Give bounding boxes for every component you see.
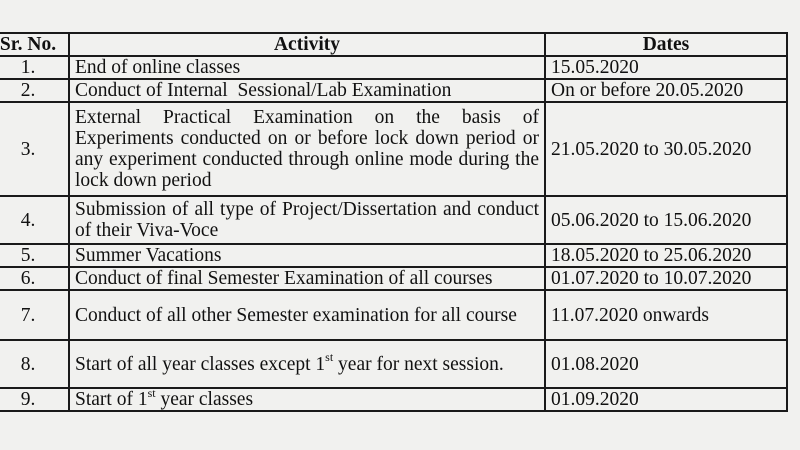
table-header-row [0, 33, 787, 56]
row-activity: Conduct of all other Semester examination for all course [69, 290, 545, 340]
row-sr-no: 3. [0, 102, 69, 196]
row-activity: End of online classes [69, 56, 545, 79]
row-dates: 15.05.2020 [545, 56, 787, 79]
table-row [0, 388, 787, 411]
row-sr-no: 5. [0, 244, 69, 267]
row-activity: Submission of all type of Project/Dissertation and conduct of their Viva-Voce [69, 196, 545, 244]
header-activity: Activity [69, 33, 545, 56]
row-sr-no: 6. [0, 267, 69, 290]
row-activity [69, 340, 545, 388]
row-activity: Conduct of final Semester Examination of all courses [69, 267, 545, 290]
table-row [0, 56, 787, 79]
ordinal-suffix: st [147, 385, 156, 400]
row-sr-no: 1. [0, 56, 69, 79]
table-row [0, 244, 787, 267]
row-activity: Summer Vacations [69, 244, 545, 267]
row-dates: 18.05.2020 to 25.06.2020 [545, 244, 787, 267]
ordinal-suffix: st [325, 350, 334, 364]
activity-text-start: Start of 1 [75, 389, 148, 410]
header-sr-no: Sr. No. [0, 33, 69, 56]
table-row [0, 196, 787, 244]
row-activity: External Practical Examination on the basis of Experiments conducted on or before lock down period or any experiment conducted through online mode during the lock down period [69, 102, 545, 196]
activity-text-start: Start of all year classes except 1 [75, 353, 326, 375]
row-dates: 01.09.2020 [545, 388, 787, 411]
row-dates: On or before 20.05.2020 [545, 79, 787, 102]
table-row [0, 340, 787, 388]
table-row [0, 79, 787, 102]
row-sr-no: 2. [0, 79, 69, 102]
table-row [0, 267, 787, 290]
header-dates: Dates [545, 33, 787, 56]
academic-schedule-table [0, 32, 788, 412]
row-sr-no: 7. [0, 290, 69, 340]
row-sr-no: 8. [0, 340, 69, 388]
row-dates: 21.05.2020 to 30.05.2020 [545, 102, 787, 196]
row-dates: 11.07.2020 onwards [545, 290, 787, 340]
activity-text-end: year for next session. [333, 353, 504, 375]
activity-text-end: year classes [155, 389, 254, 410]
row-sr-no: 4. [0, 196, 69, 244]
row-dates: 01.08.2020 [545, 340, 787, 388]
table-row [0, 290, 787, 340]
row-activity [69, 385, 545, 411]
row-sr-no: 9. [0, 388, 69, 411]
row-dates: 05.06.2020 to 15.06.2020 [545, 196, 787, 244]
row-activity: Conduct of Internal Sessional/Lab Examination [69, 79, 545, 102]
table-row [0, 102, 787, 196]
row-dates: 01.07.2020 to 10.07.2020 [545, 267, 787, 290]
